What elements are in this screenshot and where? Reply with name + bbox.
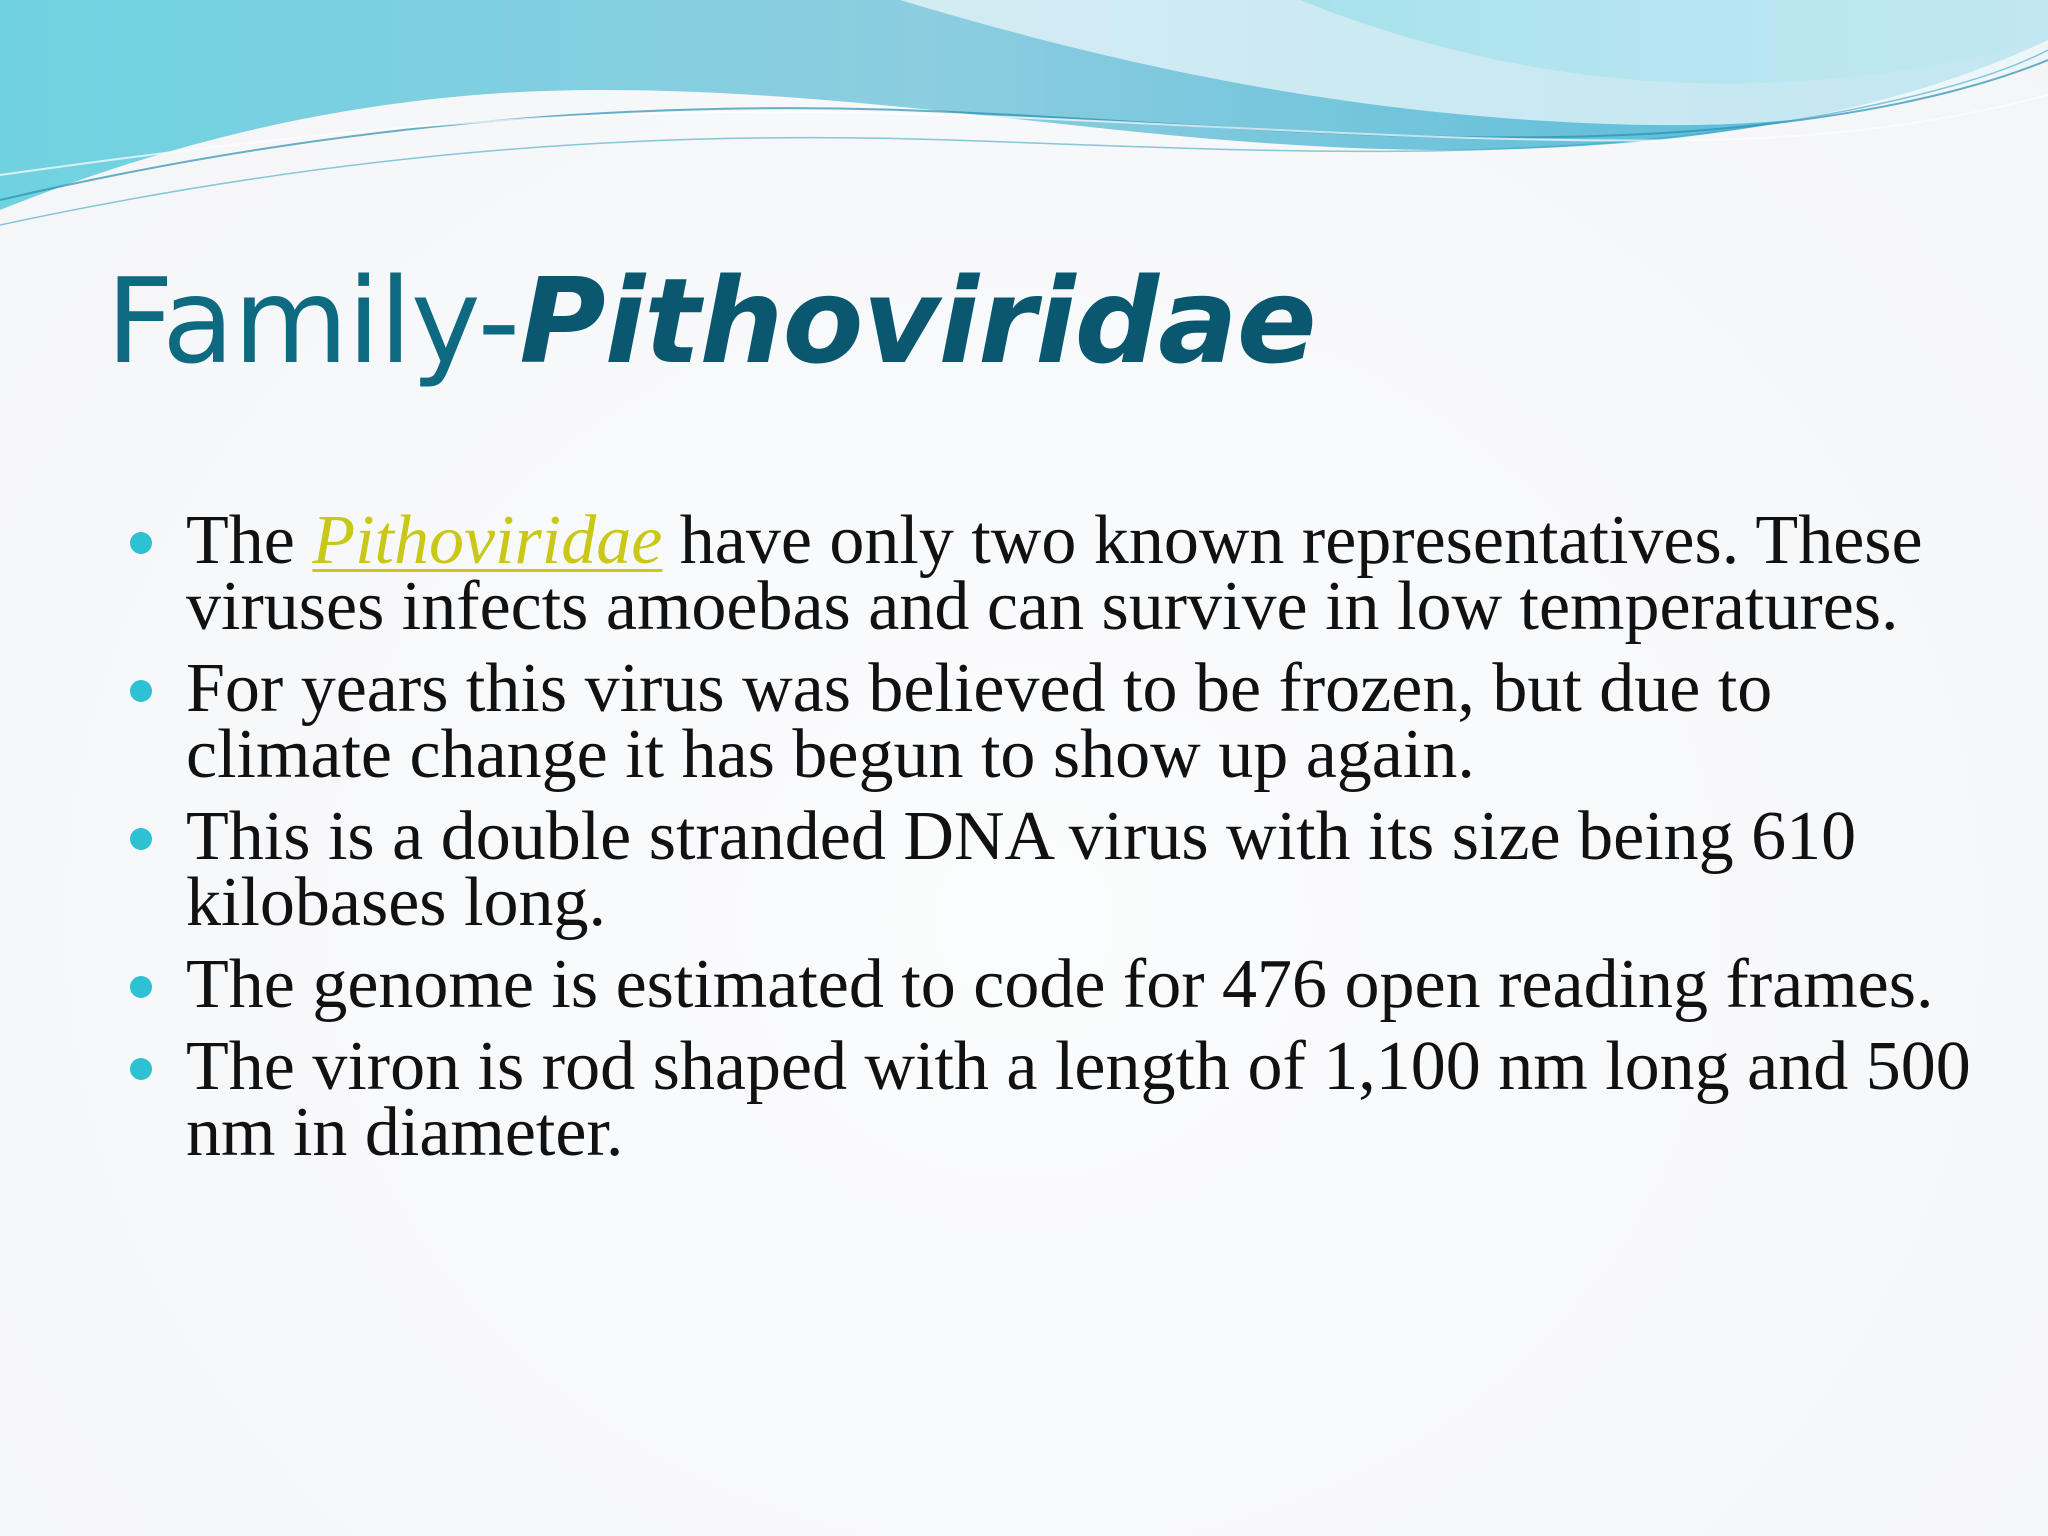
pithoviridae-link[interactable]: Pithoviridae [312, 502, 663, 579]
bullet-dot-icon [130, 532, 152, 554]
bullet-item [128, 502, 1988, 645]
bullet-item [128, 946, 1988, 1023]
bullet-dot-icon [130, 828, 152, 850]
bullet-dot-icon [130, 1058, 152, 1080]
title-prefix: Family- [106, 252, 520, 390]
bullet-text: This is a double stranded DNA virus with its size being 610 kilobases long. [186, 798, 1857, 941]
bullet-text: The viron is rod shaped with a length of 1,100 nm long and 500 nm in diameter. [186, 1028, 1971, 1171]
title-emphasis: Pithoviridae [519, 252, 1316, 390]
bullet-dot-icon [130, 976, 152, 998]
bullet-text: The genome is estimated to code for 476 open reading frames. [186, 946, 1934, 1023]
bullet-item [128, 650, 1988, 793]
slide-title [106, 252, 1316, 390]
bullet-text: For years this virus was believed to be frozen, but due to climate change it has begun to show up again. [186, 650, 1773, 793]
decorative-wave-header [0, 0, 2048, 240]
bullet-list [128, 502, 1988, 1182]
bullet-item [128, 798, 1988, 941]
bullet-item [128, 1028, 1988, 1171]
bullet-dot-icon [130, 680, 152, 702]
bullet-text-before: The [186, 502, 313, 579]
bullet-text-after: have only two known representatives. These viruses infects amoebas and can survive in low temperatures. [186, 502, 1923, 645]
